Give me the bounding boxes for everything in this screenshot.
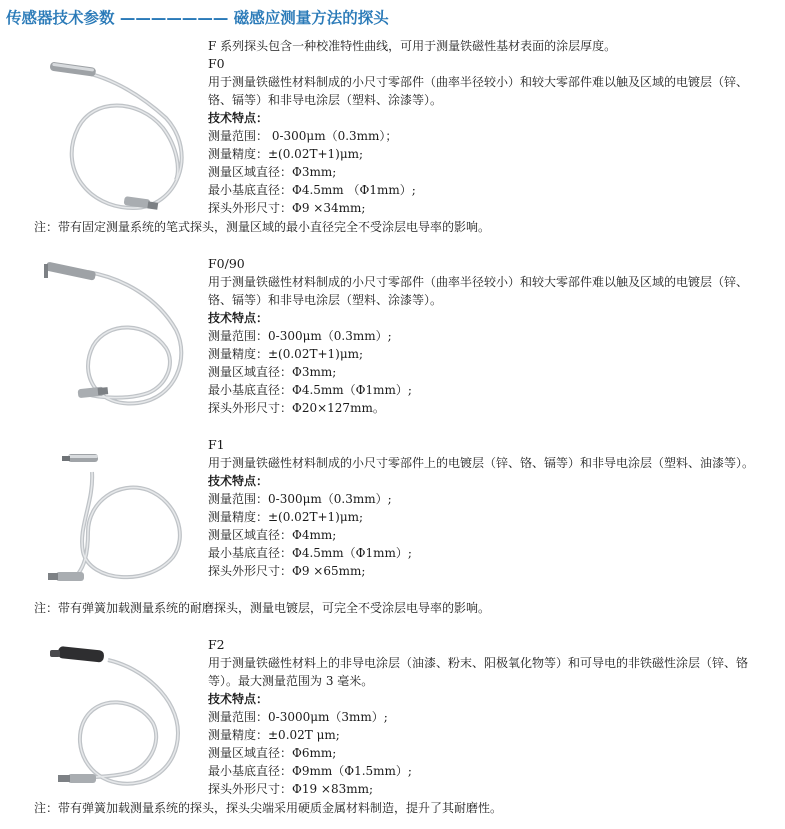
- spec-dimensions: 探头外形尺寸：Φ20×127mm。: [208, 401, 385, 415]
- spec-dimensions: 探头外形尺寸：Φ9 ×34mm;: [208, 201, 366, 215]
- spec-accuracy: 测量精度：±(0.02T+1)μm;: [208, 510, 364, 524]
- features-heading: 技术特点：: [208, 111, 269, 125]
- spec-measuring-range: 测量范围：0-300μm（0.3mm）;: [208, 329, 392, 343]
- spec-accuracy: 测量精度：±(0.02T+1)μm;: [208, 347, 364, 361]
- spec-min-base-diameter: 最小基底直径：Φ4.5mm（Φ1mm）;: [208, 546, 412, 560]
- spec-area-diameter: 测量区域直径：Φ6mm;: [208, 746, 337, 760]
- spec-accuracy: 测量精度：±0.02T μm;: [208, 728, 340, 742]
- probe-model: F0: [208, 56, 225, 71]
- features-heading: 技术特点：: [208, 311, 269, 325]
- probe-f1-image: [38, 442, 198, 592]
- spec-area-diameter: 测量区域直径：Φ3mm;: [208, 165, 337, 179]
- spec-measuring-range: 测量范围： 0-300μm（0.3mm）；: [208, 129, 398, 143]
- probe-note: 注：带有固定测量系统的笔式探头，测量区域的最小直径完全不受涂层电导率的影响。: [34, 220, 491, 234]
- spec-accuracy: 测量精度：±(0.02T+1)μm;: [208, 147, 364, 161]
- probe-model: F1: [208, 437, 225, 452]
- probe-note: 注：带有弹簧加载测量系统的探头，探头尖端采用硬质金属材料制造，提升了其耐磨性。: [34, 801, 503, 815]
- features-heading: 技术特点：: [208, 692, 269, 706]
- probe-intro: F 系列探头包含一种校准特性曲线，可用于测量铁磁性基材表面的涂层厚度。: [208, 39, 617, 53]
- probe-f0-image: [38, 58, 198, 218]
- probe-description: 用于测量铁磁性材料上的非导电涂层（油漆、粉末、阳极氧化物等）和可导电的非铁磁性涂层（锌、铬等）。最大测量范围为 3 毫米。: [208, 656, 749, 688]
- page-title: 传感器技术参数 ——————— 磁感应测量方法的探头: [6, 9, 389, 27]
- probe-model: F2: [208, 637, 225, 652]
- probe-description: 用于测量铁磁性材料制成的小尺寸零部件（曲率半径较小）和较大零部件难以触及区域的电镀层（锌、铬、镉等）和非导电涂层（塑料、涂漆等）。: [208, 75, 749, 107]
- spec-min-base-diameter: 最小基底直径：Φ4.5mm （Φ1mm）;: [208, 183, 416, 197]
- spec-dimensions: 探头外形尺寸：Φ9 ×65mm;: [208, 564, 366, 578]
- probe-description: 用于测量铁磁性材料制成的小尺寸零部件（曲率半径较小）和较大零部件难以触及区域的电镀层（锌、铬、镉等）和非导电涂层（塑料、涂漆等）。: [208, 275, 749, 307]
- probe-description: 用于测量铁磁性材料制成的小尺寸零部件上的电镀层（锌、铬、镉等）和非导电涂层（塑料、油漆等）。: [208, 456, 755, 470]
- spec-min-base-diameter: 最小基底直径：Φ4.5mm（Φ1mm）;: [208, 383, 412, 397]
- spec-min-base-diameter: 最小基底直径：Φ9mm（Φ1.5mm）;: [208, 764, 412, 778]
- probe-f2-image: [38, 638, 198, 798]
- probe-note: 注：带有弹簧加载测量系统的耐磨探头，测量电镀层，可完全不受涂层电导率的影响。: [34, 601, 491, 615]
- spec-dimensions: 探头外形尺寸：Φ19 ×83mm;: [208, 782, 374, 796]
- spec-measuring-range: 测量范围：0-3000μm（3mm）;: [208, 710, 388, 724]
- spec-measuring-range: 测量范围：0-300μm（0.3mm）;: [208, 492, 392, 506]
- features-heading: 技术特点：: [208, 474, 269, 488]
- probe-f0-90-image: [38, 258, 198, 418]
- spec-area-diameter: 测量区域直径：Φ4mm;: [208, 528, 337, 542]
- probe-model: F0/90: [208, 256, 245, 271]
- spec-area-diameter: 测量区域直径：Φ3mm;: [208, 365, 337, 379]
